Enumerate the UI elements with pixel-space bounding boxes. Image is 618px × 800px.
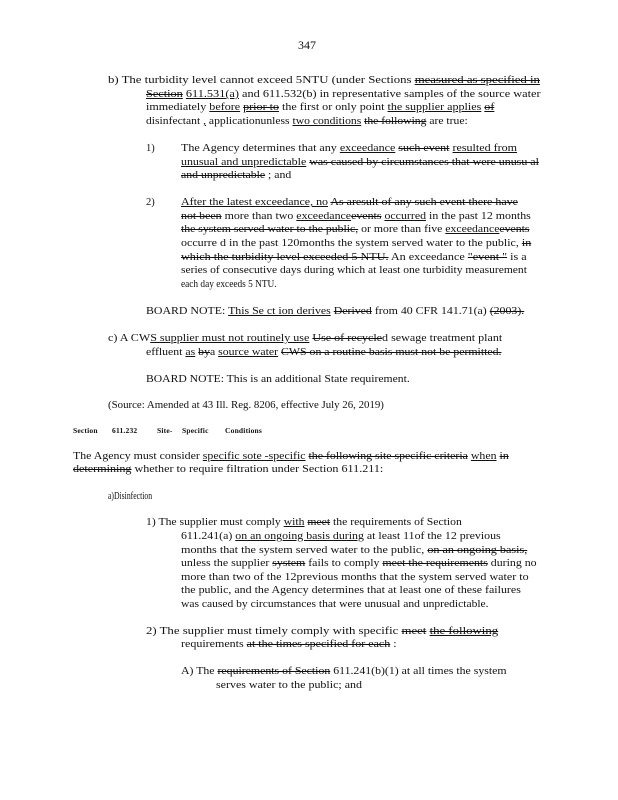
section-number: 611.232 [112,426,138,435]
para-c-line-2: effluent as bya source water CWS on a routine basis must not be permitted. [146,347,502,358]
item-2-line-5: which the turbidity level exceeded 5 NTU. An exceedance "event " is a [181,252,527,263]
intro-line-2: determining whether to require filtration under Section 611.211: [73,464,384,475]
item-2-line-2: not been more than two exceedanceevents occurred in the past 12 months [181,211,531,222]
intro-line-1: The Agency must consider specific sote -specific the following site specific criteria when in [73,451,509,462]
list-1-line-1: 1) The supplier must comply with meet the requirements of Section [146,517,462,528]
item-2-line-3: the system served water to the public, or more than five exceedanceevents [181,224,530,235]
item-2-line-1: After the latest exceedance, no As aresult of any such event there have [181,197,518,208]
item-2-line-4: occurre d in the past 120months the system served water to the public, in [181,238,532,249]
list-1-line-5: more than two of the 12previous months that the system served water to [181,572,529,583]
list-1-line-6: the public, and the Agency determines that at least one of these failures [181,585,521,596]
para-b-line-2: Section 611.531(a) and 611.532(b) in representative samples of the source water [146,89,541,100]
garbled-label: a)Disinfection [108,491,153,502]
section-title-1: Site- [157,426,173,435]
item-2-label: 2) [146,197,155,208]
list-2-line-2: requirements at the times specified for each : [181,639,397,650]
list-1-line-2: 611.241(a) on an ongoing basis during at least 11of the 12 previous [181,531,501,542]
list-1-line-3: months that the system served water to the public, on an ongoing basis, [181,545,528,556]
list-1-line-7: was caused by circumstances that were unusual and unpredictable. [181,599,489,610]
section-title-3: Conditions [225,426,263,435]
list-1-line-4: unless the supplier system fails to comply meet the requirements during no [181,558,537,569]
page-number: 347 [298,38,316,52]
para-b-line-1: b) The turbidity level cannot exceed 5NTU (under Sections measured as specified in [108,75,540,86]
para-b-line-4: disinfectant , applicationunless two conditions the following are true: [146,116,468,127]
list-A-line-1: A) The requirements of Section 611.241(b)(1) at all times the system [181,666,507,677]
item-1-line-1: The Agency determines that any exceedance such event resulted from [181,143,518,154]
item-1-line-3: and unpredictable ; and [181,170,292,181]
list-2-line-1: 2) The supplier must timely comply with specific meet the following [146,626,499,637]
para-c-line-1: c) A CWS supplier must not routinely use Use of recycled sewage treatment plant [108,333,503,344]
board-note-c: BOARD NOTE: This is an additional State requirement. [146,374,410,385]
item-1-line-2: unusual and unpredictable was caused by circumstances that were unusu al [181,157,539,168]
list-A-line-2: serves water to the public; and [216,680,362,691]
item-2-line-7: each day exceeds 5 NTU. [181,279,277,290]
item-1-label: 1) [146,143,155,154]
para-b-line-3: immediately before prior to the first or only point the supplier applies of [146,102,495,113]
source-note: (Source: Amended at 43 Ill. Reg. 8206, effective July 26, 2019) [108,400,384,411]
item-2-line-6: series of consecutive days during which at least one turbidity measurement [181,265,527,276]
section-title-2: Specific [182,426,209,435]
section-label: Section [73,426,98,435]
board-note-b: BOARD NOTE: This Se ct ion derives Derived from 40 CFR 141.71(a) (2003). [146,306,525,317]
